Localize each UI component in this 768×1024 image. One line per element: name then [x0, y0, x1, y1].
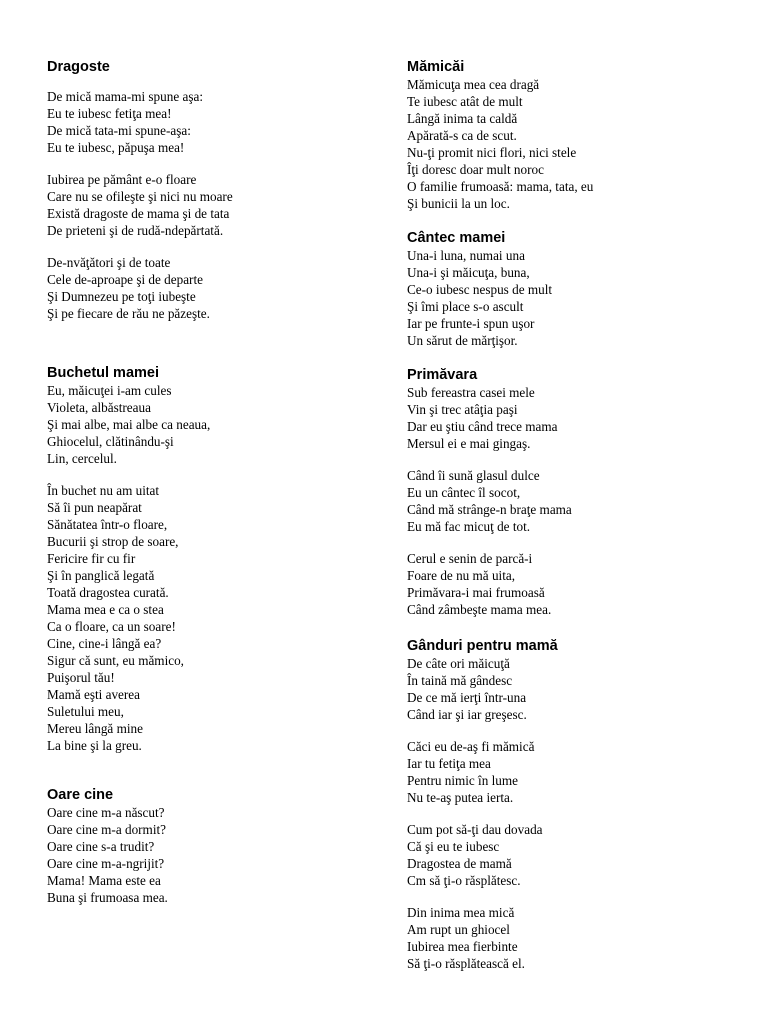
poem-line: Cum pot să-ţi dau dovada	[407, 822, 543, 837]
poem-line: Pentru nimic în lume	[407, 773, 518, 788]
poem-line: Când mă strânge-n braţe mama	[407, 502, 572, 517]
poem-line: În taină mă gândesc	[407, 673, 513, 688]
poem-line: Când iar şi iar greşesc.	[407, 707, 527, 722]
poem-line: Ca o floare, ca un soare!	[47, 619, 176, 634]
poem-ganduri-pentru-mama	[407, 637, 747, 972]
poem-line: Apărată-s ca de scut.	[407, 128, 517, 143]
poem-line: Îţi doresc doar mult noroc	[407, 162, 544, 177]
poem-line: Suletului meu,	[47, 704, 124, 719]
poem-line: De ce mă ierţi într-una	[407, 690, 527, 705]
stanza	[47, 804, 377, 906]
stanza	[407, 467, 747, 535]
stanza	[47, 482, 377, 754]
poem-line: Sănătatea într-o floare,	[47, 517, 168, 532]
poem-line: În buchet nu am uitat	[47, 483, 160, 498]
poem-line: Şi îmi place s-o ascult	[407, 299, 524, 314]
poem-line: Sigur că sunt, eu mămico,	[47, 653, 184, 668]
poem-line: Mamă eşti averea	[47, 687, 140, 702]
poem-line: Să îi pun neapărat	[47, 500, 142, 515]
poem-line: Iar tu fetiţa mea	[407, 756, 491, 771]
poem-line: Iar pe frunte-i spun uşor	[407, 316, 535, 331]
poem-line: Cerul e senin de parcă-i	[407, 551, 533, 566]
poem-line: Una-i luna, numai una	[407, 248, 525, 263]
stanza	[407, 247, 747, 349]
poem-mamicai	[407, 58, 747, 212]
poem-line: Nu-ţi promit nici flori, nici stele	[407, 145, 577, 160]
poem-title: Mămicăi	[407, 59, 465, 75]
poem-cantec-mamei	[407, 229, 747, 349]
poem-line: Când zâmbeşte mama mea.	[407, 602, 552, 617]
stanza	[47, 88, 377, 156]
poem-line: Lin, cercelul.	[47, 451, 117, 466]
stanza	[407, 655, 747, 723]
poem-line: Mămicuţa mea cea dragă	[407, 77, 540, 92]
poem-line: Mama! Mama este ea	[47, 873, 161, 888]
poem-line: Am rupt un ghiocel	[407, 922, 510, 937]
poem-line: Şi în panglică legată	[47, 568, 155, 583]
poem-line: O familie frumoasă: mama, tata, eu	[407, 179, 594, 194]
poem-line: Mersul ei e mai gingaş.	[407, 436, 531, 451]
poem-buchetul-mamei	[47, 364, 377, 754]
poem-line: Bucurii şi strop de soare,	[47, 534, 179, 549]
poem-line: De câte ori măicuţă	[407, 656, 510, 671]
poem-line: Puişorul tău!	[47, 670, 115, 685]
poem-line: Fericire fir cu fir	[47, 551, 136, 566]
poem-line: Vin şi trec atâţia paşi	[407, 402, 518, 417]
stanza	[47, 382, 377, 467]
poem-line: Din inima mea mică	[407, 905, 515, 920]
poem-title: Cântec mamei	[407, 230, 506, 246]
poem-line: Oare cine m-a-ngrijit?	[47, 856, 165, 871]
poem-line: Şi pe fiecare de rău ne păzeşte.	[47, 306, 210, 321]
poem-line: Dragostea de mamă	[407, 856, 512, 871]
stanza	[407, 738, 747, 806]
poem-title: Dragoste	[47, 59, 110, 75]
stanza	[407, 76, 747, 212]
stanza	[407, 384, 747, 452]
poem-line: De mică mama-mi spune aşa:	[47, 89, 203, 104]
poem-line: Că şi eu te iubesc	[407, 839, 500, 854]
poem-line: Cine, cine-i lângă ea?	[47, 636, 162, 651]
stanza	[407, 550, 747, 618]
poem-line: Căci eu de-aş fi mămică	[407, 739, 535, 754]
poem-line: Ce-o iubesc nespus de mult	[407, 282, 553, 297]
poem-line: Oare cine s-a trudit?	[47, 839, 155, 854]
poem-line: Eu te iubesc, păpuşa mea!	[47, 140, 185, 155]
poem-line: Buna şi frumoasa mea.	[47, 890, 168, 905]
poem-title: Oare cine	[47, 787, 114, 803]
poem-line: Iubirea mea fierbinte	[407, 939, 518, 954]
poem-line: Eu mă fac micuţ de tot.	[407, 519, 531, 534]
poem-line: Primăvara-i mai frumoasă	[407, 585, 545, 600]
poem-title: Gânduri pentru mamă	[407, 638, 558, 654]
poem-line: De mică tata-mi spune-aşa:	[47, 123, 191, 138]
poem-line: Un sărut de mărţişor.	[407, 333, 518, 348]
stanza	[407, 904, 747, 972]
poem-line: Una-i şi măicuţa, buna,	[407, 265, 530, 280]
poem-line: Sub fereastra casei mele	[407, 385, 535, 400]
stanza	[407, 821, 747, 889]
poem-line: Să ţi-o răsplătească el.	[407, 956, 525, 971]
poem-line: Iubirea pe pământ e-o floare	[47, 172, 197, 187]
poem-line: Violeta, albăstreaua	[47, 400, 151, 415]
poem-line: De prieteni şi de rudă-ndepărtată.	[47, 223, 224, 238]
poem-line: Cm să ţi-o răsplătesc.	[407, 873, 521, 888]
stanza	[47, 254, 377, 322]
poem-line: Ghiocelul, clătinându-şi	[47, 434, 174, 449]
poem-title: Buchetul mamei	[47, 365, 159, 381]
poem-dragoste	[47, 58, 377, 322]
poem-line: Şi bunicii la un loc.	[407, 196, 510, 211]
poem-title: Primăvara	[407, 367, 478, 383]
poem-line: Care nu se ofileşte şi nici nu moare	[47, 189, 233, 204]
poem-line: Toată dragostea curată.	[47, 585, 169, 600]
poem-line: La bine şi la greu.	[47, 738, 142, 753]
poem-line: Oare cine m-a dormit?	[47, 822, 166, 837]
poem-line: Eu, măicuţei i-am cules	[47, 383, 172, 398]
poem-line: Există dragoste de mama şi de tata	[47, 206, 230, 221]
poem-line: Lângă inima ta caldă	[407, 111, 518, 126]
poem-oare-cine	[47, 786, 377, 906]
poem-line: Cele de-aproape şi de departe	[47, 272, 203, 287]
poem-line: Mereu lângă mine	[47, 721, 143, 736]
poem-line: Şi mai albe, mai albe ca neaua,	[47, 417, 211, 432]
poem-line: Nu te-aş putea ierta.	[407, 790, 514, 805]
poem-line: Te iubesc atât de mult	[407, 94, 523, 109]
poem-line: Oare cine m-a născut?	[47, 805, 165, 820]
poem-primavara	[407, 366, 747, 618]
poem-line: Mama mea e ca o stea	[47, 602, 164, 617]
poem-line: Şi Dumnezeu pe toţi iubeşte	[47, 289, 196, 304]
poem-line: Dar eu ştiu când trece mama	[407, 419, 558, 434]
poem-line: Eu un cântec îl socot,	[407, 485, 521, 500]
stanza	[47, 171, 377, 239]
poem-line: Eu te iubesc fetiţa mea!	[47, 106, 172, 121]
poem-line: De-nvăţători şi de toate	[47, 255, 171, 270]
poem-line: Foare de nu mă uita,	[407, 568, 516, 583]
poem-line: Când îi sună glasul dulce	[407, 468, 540, 483]
